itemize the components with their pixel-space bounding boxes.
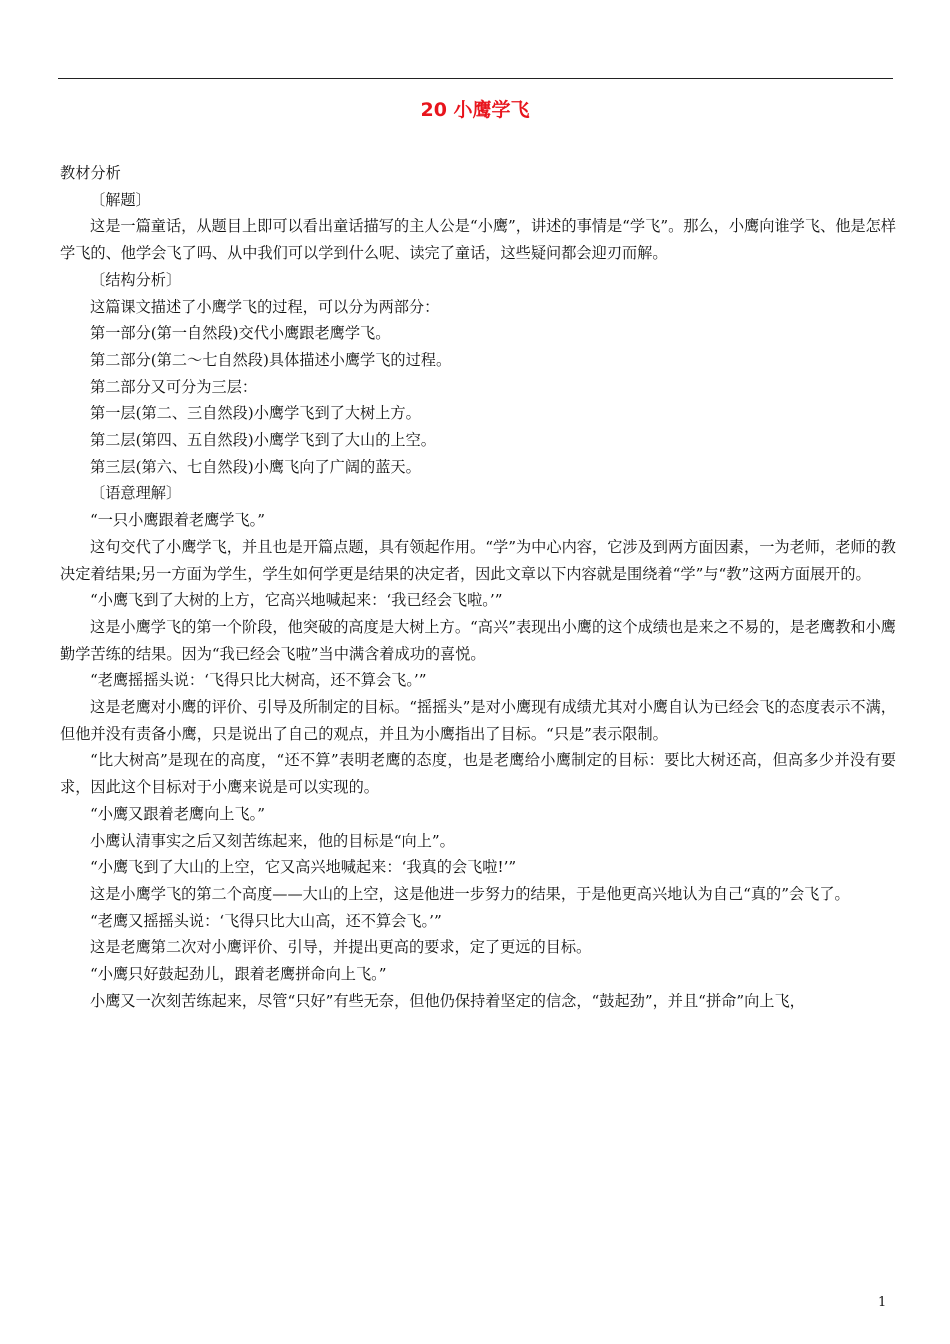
paragraph: 小鹰又一次刻苦练起来，尽管“只好”有些无奈，但他仍保持着坚定的信念，“鼓起劲”，并且“拼命”向上飞， <box>90 991 805 1010</box>
quote: “老鹰又摇摇头说：‘飞得只比大山高，还不算会飞。’” <box>90 911 442 930</box>
document-body <box>60 160 896 1015</box>
paragraph: “比大树高”是现在的高度，“还不算”表明老鹰的态度，也是老鹰给小鹰制定的目标：要比大树还高，但高多少并没有要求，因此这个目标对于小鹰来说是可以实现的。 <box>60 751 896 797</box>
paragraph: 第二层(第四、五自然段)小鹰学飞到了大山的上空。 <box>90 431 436 450</box>
quote: “小鹰飞到了大树的上方，它高兴地喊起来：‘我已经会飞啦。’” <box>90 591 503 610</box>
paragraph: 第一层(第二、三自然段)小鹰学飞到了大树上方。 <box>90 404 421 423</box>
paragraph: 这是小鹰学飞的第一个阶段，他突破的高度是大树上方。“高兴”表现出小鹰的这个成绩也是来之不易的，是老鹰教和小鹰勤学苦练的结果。因为“我已经会飞啦”当中满含着成功的喜悦。 <box>60 617 896 663</box>
paragraph: 第二部分(第二～七自然段)具体描述小鹰学飞的过程。 <box>90 350 452 369</box>
quote: “小鹰飞到了大山的上空，它又高兴地喊起来：‘我真的会飞啦!’” <box>90 858 517 877</box>
paragraph: 这篇课文描述了小鹰学飞的过程，可以分为两部分： <box>90 297 440 316</box>
paragraph: 这句交代了小鹰学飞，并且也是开篇点题，具有领起作用。“学”为中心内容，它涉及到两方面因素，一为老师，老师的教决定着结果;另一方面为学生，学生如何学更是结果的决定者，因此文章以下内容就是围绕着“学”与“教”这两方面展开的。 <box>60 537 896 583</box>
quote: “小鹰只好鼓起劲儿，跟着老鹰拼命向上飞。” <box>90 965 387 984</box>
subheading-structure: 〔结构分析〕 <box>90 270 182 289</box>
quote: “一只小鹰跟着老鹰学飞。” <box>90 511 265 530</box>
subheading-meaning: 〔语意理解〕 <box>90 484 182 503</box>
paragraph: 这是一篇童话，从题目上即可以看出童话描写的主人公是“小鹰”，讲述的事情是“学飞”。那么，小鹰向谁学飞、他是怎样学飞的、他学会飞了吗、从中我们可以学到什么呢、读完了童话，这些疑问都会迎刃而解。 <box>60 217 896 263</box>
page-title: 20 小鹰学飞 <box>420 99 530 121</box>
paragraph: 小鹰认清事实之后又刻苦练起来，他的目标是“向上”。 <box>90 831 455 850</box>
paragraph: 第一部分(第一自然段)交代小鹰跟老鹰学飞。 <box>90 324 391 343</box>
paragraph: 第二部分又可分为三层： <box>90 377 258 396</box>
paragraph: 第三层(第六、七自然段)小鹰飞向了广阔的蓝天。 <box>90 457 421 476</box>
quote: “老鹰摇摇头说：‘飞得只比大树高，还不算会飞。’” <box>90 671 427 690</box>
paragraph: 这是小鹰学飞的第二个高度——大山的上空，这是他进一步努力的结果，于是他更高兴地认为自己“真的”会飞了。 <box>90 884 850 903</box>
header-rule <box>58 78 893 79</box>
section-heading: 教材分析 <box>60 164 121 182</box>
subheading-jieti: 〔解题〕 <box>90 190 151 209</box>
paragraph: 这是老鹰第二次对小鹰评价、引导，并提出更高的要求，定了更远的目标。 <box>90 938 592 957</box>
paragraph: 这是老鹰对小鹰的评价、引导及所制定的目标。“摇摇头”是对小鹰现有成绩尤其对小鹰自认为已经会飞的态度表示不满，但他并没有责备小鹰，只是说出了自己的观点，并且为小鹰指出了目标。“只是”表示限制。 <box>60 698 896 743</box>
page-number: 1 <box>878 1295 887 1310</box>
quote: “小鹰又跟着老鹰向上飞。” <box>90 804 265 823</box>
